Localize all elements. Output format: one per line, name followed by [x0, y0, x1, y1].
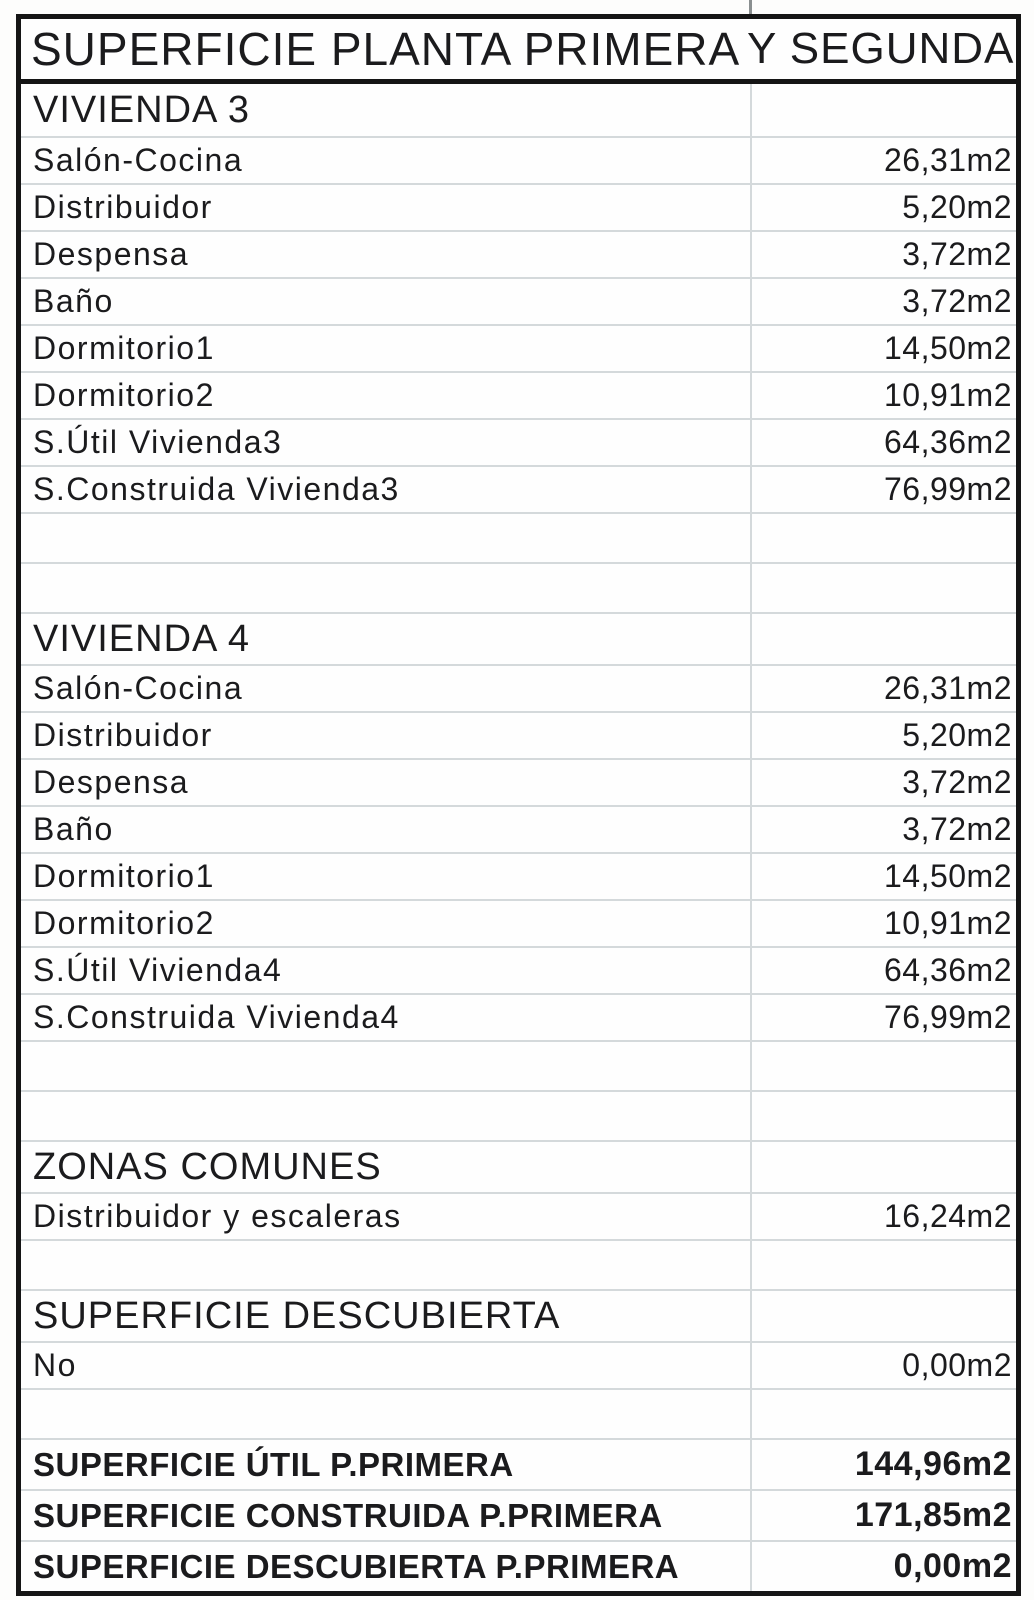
- table-row: [21, 711, 1016, 758]
- room-label: No: [33, 1347, 77, 1383]
- total-row: [21, 1489, 1016, 1540]
- room-label: Despensa: [33, 764, 190, 800]
- total-value: 0,00m2: [893, 1547, 1012, 1585]
- room-label: Distribuidor: [33, 717, 213, 753]
- total-label: SUPERFICIE ÚTIL P.PRIMERA: [33, 1445, 514, 1483]
- top-cell-boundary-tick: [749, 0, 752, 14]
- total-row: [21, 1438, 1016, 1489]
- room-label: S.Construida Vivienda3: [33, 471, 400, 507]
- table-row: [21, 852, 1016, 899]
- total-row: [21, 1540, 1016, 1591]
- section-header-row: [21, 1140, 1016, 1192]
- area-value: 16,24m2: [883, 1198, 1012, 1234]
- table-row: [21, 418, 1016, 465]
- total-label: SUPERFICIE DESCUBIERTA P.PRIMERA: [33, 1547, 680, 1585]
- room-label: Baño: [33, 283, 114, 319]
- table-row: [21, 758, 1016, 805]
- section-title: ZONAS COMUNES: [33, 1145, 382, 1188]
- total-label: SUPERFICIE CONSTRUIDA P.PRIMERA: [33, 1496, 663, 1534]
- empty-row: [21, 1388, 1016, 1438]
- room-label: Salón-Cocina: [33, 670, 244, 706]
- area-value: 5,20m2: [902, 717, 1012, 753]
- table-row: [21, 993, 1016, 1040]
- table-row: [21, 899, 1016, 946]
- table-title: SUPERFICIE PLANTA PRIMERA: [31, 23, 741, 75]
- area-value: 26,31m2: [883, 670, 1012, 706]
- room-label: Dormitorio2: [33, 377, 215, 413]
- area-value: 0,00m2: [902, 1347, 1012, 1383]
- empty-row: [21, 1090, 1016, 1140]
- table-row: [21, 1341, 1016, 1388]
- area-value: 76,99m2: [883, 999, 1012, 1035]
- table-row: [21, 183, 1016, 230]
- section-title: SUPERFICIE DESCUBIERTA: [33, 1294, 561, 1337]
- room-label: Distribuidor y escaleras: [33, 1198, 402, 1234]
- area-value: 3,72m2: [902, 236, 1012, 272]
- area-value: 3,72m2: [902, 764, 1012, 800]
- room-label: Salón-Cocina: [33, 142, 244, 178]
- table-row: [21, 1192, 1016, 1239]
- area-value: 64,36m2: [883, 424, 1012, 460]
- area-value: 5,20m2: [902, 189, 1012, 225]
- area-value: 26,31m2: [883, 142, 1012, 178]
- table-row: [21, 664, 1016, 711]
- room-label: Distribuidor: [33, 189, 213, 225]
- area-value: 76,99m2: [883, 471, 1012, 507]
- empty-row: [21, 512, 1016, 562]
- room-label: S.Útil Vivienda3: [33, 424, 283, 460]
- total-value: 144,96m2: [854, 1445, 1012, 1483]
- surface-area-table: [16, 14, 1021, 1596]
- room-label: Despensa: [33, 236, 190, 272]
- table-title-overflow: Y SEGUNDA: [747, 24, 1015, 73]
- table-row: [21, 946, 1016, 993]
- area-value: 14,50m2: [883, 858, 1012, 894]
- area-value: 10,91m2: [883, 377, 1012, 413]
- table-row: [21, 230, 1016, 277]
- table-body: [21, 84, 1016, 1591]
- section-header-row: [21, 612, 1016, 664]
- area-value: 10,91m2: [883, 905, 1012, 941]
- section-title: VIVIENDA 4: [33, 617, 250, 660]
- table-row: [21, 277, 1016, 324]
- empty-row: [21, 1040, 1016, 1090]
- area-value: 64,36m2: [883, 952, 1012, 988]
- room-label: S.Útil Vivienda4: [33, 952, 283, 988]
- table-row: [21, 805, 1016, 852]
- area-value: 3,72m2: [902, 811, 1012, 847]
- area-value: 14,50m2: [883, 330, 1012, 366]
- section-header-row: [21, 1289, 1016, 1341]
- section-title: VIVIENDA 3: [33, 88, 250, 131]
- room-label: S.Construida Vivienda4: [33, 999, 400, 1035]
- room-label: Dormitorio1: [33, 858, 215, 894]
- table-row: [21, 371, 1016, 418]
- table-row: [21, 465, 1016, 512]
- area-value: 3,72m2: [902, 283, 1012, 319]
- table-title-row: [21, 19, 1016, 84]
- table-row: [21, 324, 1016, 371]
- table-row: [21, 136, 1016, 183]
- section-header-row: [21, 84, 1016, 136]
- empty-row: [21, 1239, 1016, 1289]
- empty-row: [21, 562, 1016, 612]
- total-value: 171,85m2: [854, 1496, 1012, 1534]
- room-label: Dormitorio2: [33, 905, 215, 941]
- room-label: Baño: [33, 811, 114, 847]
- room-label: Dormitorio1: [33, 330, 215, 366]
